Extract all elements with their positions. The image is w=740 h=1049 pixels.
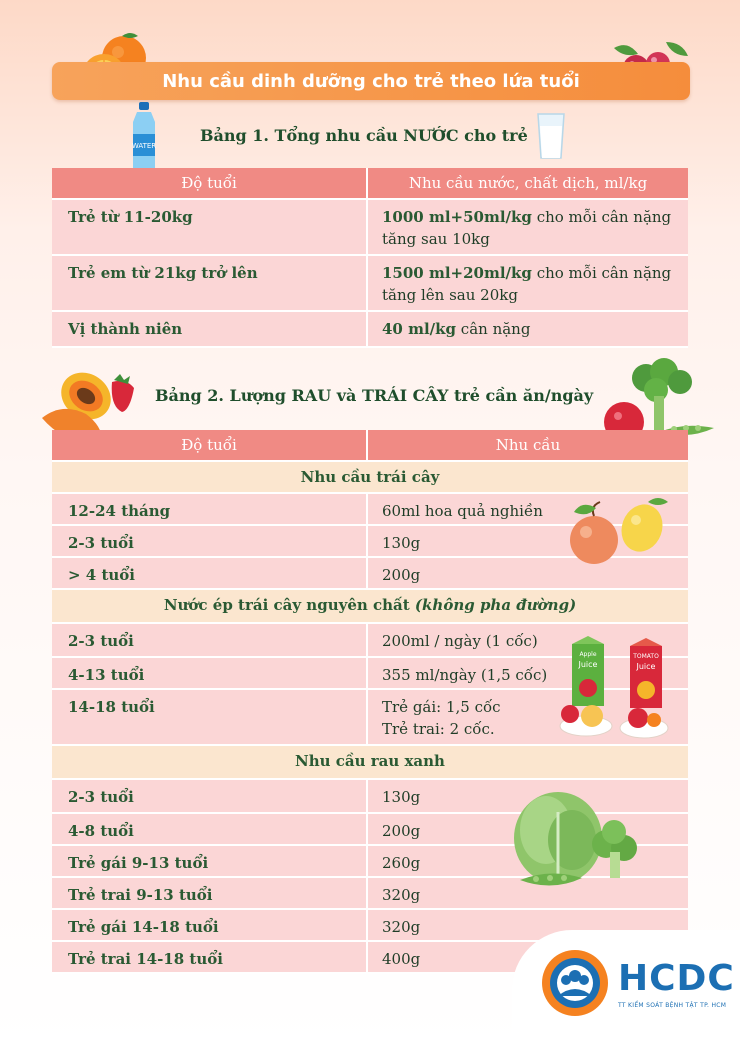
row-age: 2-3 tuổi bbox=[52, 624, 368, 658]
table1-title: Bảng 1. Tổng nhu cầu NƯỚC cho trẻ bbox=[200, 126, 528, 145]
juice-cartons-icon bbox=[556, 636, 672, 740]
row-age: Trẻ trai 9-13 tuổi bbox=[52, 878, 368, 910]
row-need: 260g bbox=[368, 846, 688, 878]
table2-col-age: Độ tuổi bbox=[52, 430, 368, 462]
row-age: Trẻ gái 14-18 tuổi bbox=[52, 910, 368, 942]
peach-lemon-icon bbox=[566, 494, 670, 570]
logo-subtitle: TT KIỂM SOÁT BỆNH TẬT TP. HCM bbox=[618, 1002, 727, 1009]
lettuce-broccoli-icon bbox=[502, 782, 648, 896]
table2-col-need: Nhu cầu bbox=[368, 430, 688, 462]
table-row bbox=[52, 312, 688, 348]
row-age: 2-3 tuổi bbox=[52, 526, 368, 558]
section-vegetables: Nhu cầu rau xanh bbox=[52, 746, 688, 780]
row-age: 2-3 tuổi bbox=[52, 780, 368, 814]
row-age: Trẻ từ 11-20kg bbox=[52, 200, 368, 256]
table2-header-row bbox=[52, 430, 688, 462]
table2-title: Bảng 2. Lượng RAU và TRÁI CÂY trẻ cần ăn/ngày bbox=[155, 386, 594, 405]
row-need: 200g bbox=[368, 814, 688, 846]
row-need: 60ml hoa quả nghiền bbox=[368, 494, 688, 526]
table1-header-row bbox=[52, 168, 688, 200]
row-need: 320g bbox=[368, 878, 688, 910]
tomato-carton-word: Juice bbox=[636, 662, 656, 671]
bottle-label: WATER bbox=[131, 142, 157, 150]
row-need: 1000 ml+50ml/kg cho mỗi cân nặng tăng sau 10kg bbox=[368, 200, 688, 256]
table-row bbox=[52, 200, 688, 256]
logo-name: HCDC bbox=[618, 958, 735, 999]
page-title: Nhu cầu dinh dưỡng cho trẻ theo lứa tuổi bbox=[52, 62, 690, 100]
tomato-carton-label: TOMATO bbox=[633, 653, 659, 660]
row-age: 4-8 tuổi bbox=[52, 814, 368, 846]
section-fruit: Nhu cầu trái cây bbox=[52, 462, 688, 494]
section-juice: Nước ép trái cây nguyên chất (không pha đường) bbox=[52, 590, 688, 624]
apple-carton-word: Juice bbox=[578, 660, 598, 669]
row-age: Trẻ gái 9-13 tuổi bbox=[52, 846, 368, 878]
row-need: 320g bbox=[368, 910, 688, 942]
row-need: 400g bbox=[368, 942, 688, 974]
row-age: Vị thành niên bbox=[52, 312, 368, 348]
row-age: 14-18 tuổi bbox=[52, 690, 368, 746]
row-need: 1500 ml+20ml/kg cho mỗi cân nặng tăng lên sau 20kg bbox=[368, 256, 688, 312]
row-need: 40 ml/kg cân nặng bbox=[368, 312, 688, 348]
row-age: 12-24 tháng bbox=[52, 494, 368, 526]
row-need: 130g bbox=[368, 526, 688, 558]
row-age: Trẻ em từ 21kg trở lên bbox=[52, 256, 368, 312]
row-need: Trẻ gái: 1,5 cốc Trẻ trai: 2 cốc. bbox=[368, 690, 688, 746]
table-row bbox=[52, 256, 688, 312]
table1-col-need: Nhu cầu nước, chất dịch, ml/kg bbox=[368, 168, 688, 200]
row-need: 200ml / ngày (1 cốc) bbox=[368, 624, 688, 658]
row-age: Trẻ trai 14-18 tuổi bbox=[52, 942, 368, 974]
glass-icon bbox=[536, 112, 566, 160]
hcdc-emblem-icon bbox=[540, 948, 610, 1018]
apple-carton-label: Apple bbox=[579, 651, 597, 658]
row-need: 130g bbox=[368, 780, 688, 814]
row-need: 355 ml/ngày (1,5 cốc) bbox=[368, 658, 688, 690]
table1-col-age: Độ tuổi bbox=[52, 168, 368, 200]
row-age: 4-13 tuổi bbox=[52, 658, 368, 690]
row-age: > 4 tuổi bbox=[52, 558, 368, 590]
row-need: 200g bbox=[368, 558, 688, 590]
